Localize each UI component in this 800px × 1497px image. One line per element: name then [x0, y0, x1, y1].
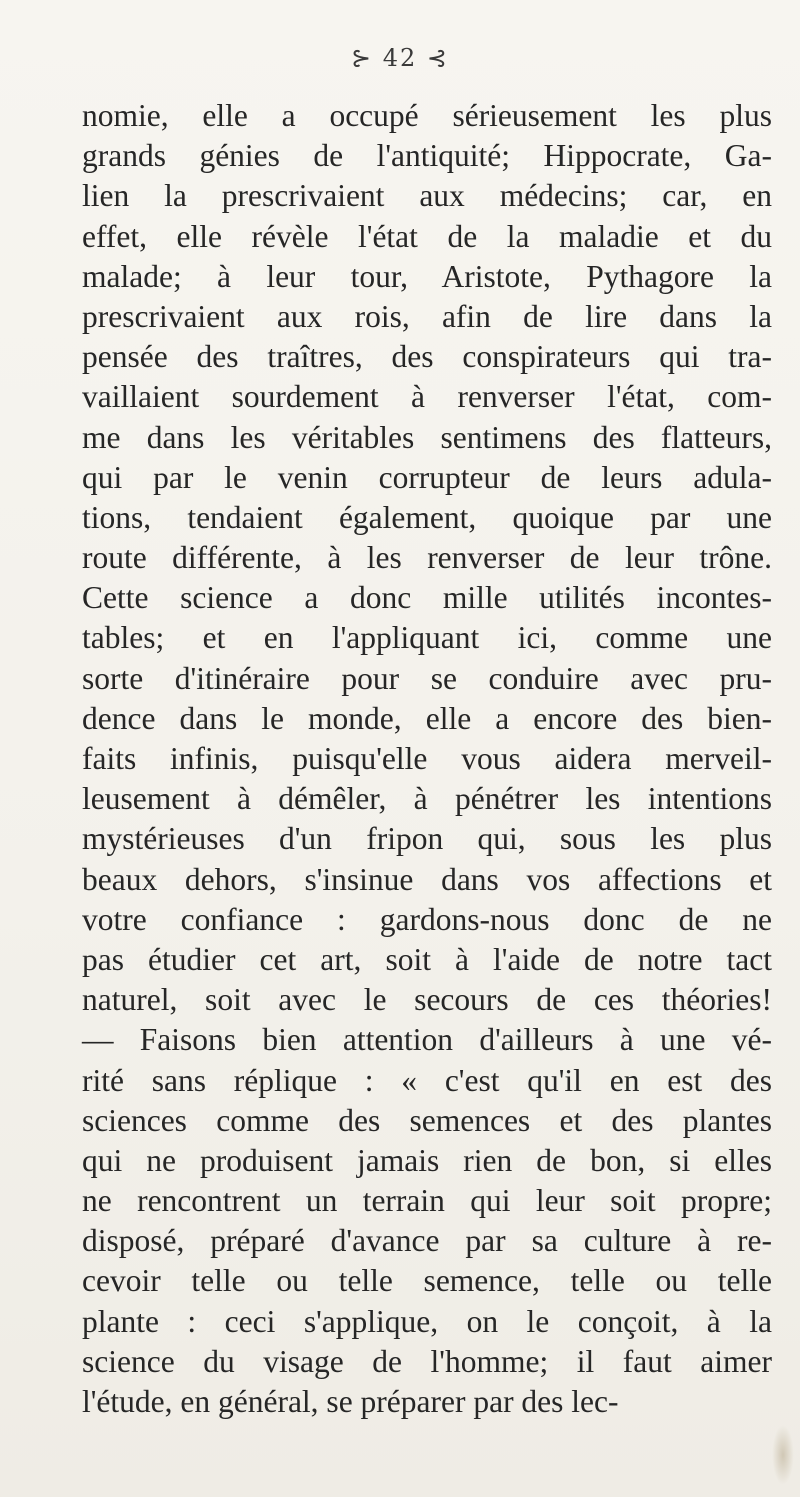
- text-line: sorte d'itinéraire pour se conduire avec pru-: [82, 660, 772, 696]
- text-line: dence dans le monde, elle a encore des bien-: [82, 700, 772, 736]
- text-line: mystérieuses d'un fripon qui, sous les plus: [82, 821, 772, 857]
- text-line: effet, elle révèle l'état de la maladie et du: [82, 218, 772, 254]
- body-text: [82, 96, 772, 1422]
- text-line: lien la prescrivaient aux médecins; car, en: [82, 178, 772, 214]
- text-line: rité sans réplique : « c'est qu'il en est des: [82, 1062, 772, 1098]
- text-line: faits infinis, puisqu'elle vous aidera merveil-: [82, 741, 772, 776]
- text-line: Cette science a donc mille utilités incontes-: [82, 580, 772, 616]
- text-line: qui par le venin corrupteur de leurs adula-: [82, 459, 772, 495]
- text-line: l'étude, en général, se préparer par des lec-: [82, 1384, 619, 1419]
- text-line: leusement à démêler, à pénétrer les intentions: [82, 781, 772, 817]
- text-line: disposé, préparé d'avance par sa culture à re-: [82, 1223, 772, 1259]
- text-line: tions, tendaient également, quoique par une: [82, 499, 772, 535]
- text-line: nomie, elle a occupé sérieusement les plus: [82, 98, 772, 133]
- text-line: beaux dehors, s'insinue dans vos affections et: [82, 861, 772, 897]
- text-line: — Faisons bien attention d'ailleurs à une vé-: [82, 1022, 772, 1058]
- text-line: sciences comme des semences et des plantes: [82, 1102, 772, 1138]
- page-number-header: ⊱ 42 ⊰: [350, 44, 449, 72]
- text-line: science du visage de l'homme; il faut aimer: [82, 1343, 772, 1379]
- text-line: vaillaient sourdement à renverser l'état, com-: [82, 379, 772, 415]
- text-line: ne rencontrent un terrain qui leur soit propre;: [82, 1183, 772, 1219]
- text-line: me dans les véritables sentimens des flatteurs,: [82, 419, 772, 455]
- text-line: route différente, à les renverser de leur trône.: [82, 540, 772, 576]
- text-line: pas étudier cet art, soit à l'aide de notre tact: [82, 941, 772, 977]
- text-line: plante : ceci s'applique, on le conçoit, à la: [82, 1303, 772, 1339]
- text-line: votre confiance : gardons-nous donc de ne: [82, 901, 772, 937]
- text-line: qui ne produisent jamais rien de bon, si elles: [82, 1142, 772, 1178]
- text-line: naturel, soit avec le secours de ces théories!: [82, 982, 772, 1018]
- paper-stain: [772, 1425, 794, 1485]
- text-line: malade; à leur tour, Aristote, Pythagore la: [82, 258, 772, 294]
- text-line: cevoir telle ou telle semence, telle ou telle: [82, 1263, 772, 1299]
- text-line: grands génies de l'antiquité; Hippocrate, Ga-: [82, 138, 772, 174]
- text-line: tables; et en l'appliquant ici, comme une: [82, 620, 772, 656]
- text-line: prescrivaient aux rois, afin de lire dans la: [82, 298, 772, 334]
- text-line: pensée des traîtres, des conspirateurs qui tra-: [82, 339, 772, 375]
